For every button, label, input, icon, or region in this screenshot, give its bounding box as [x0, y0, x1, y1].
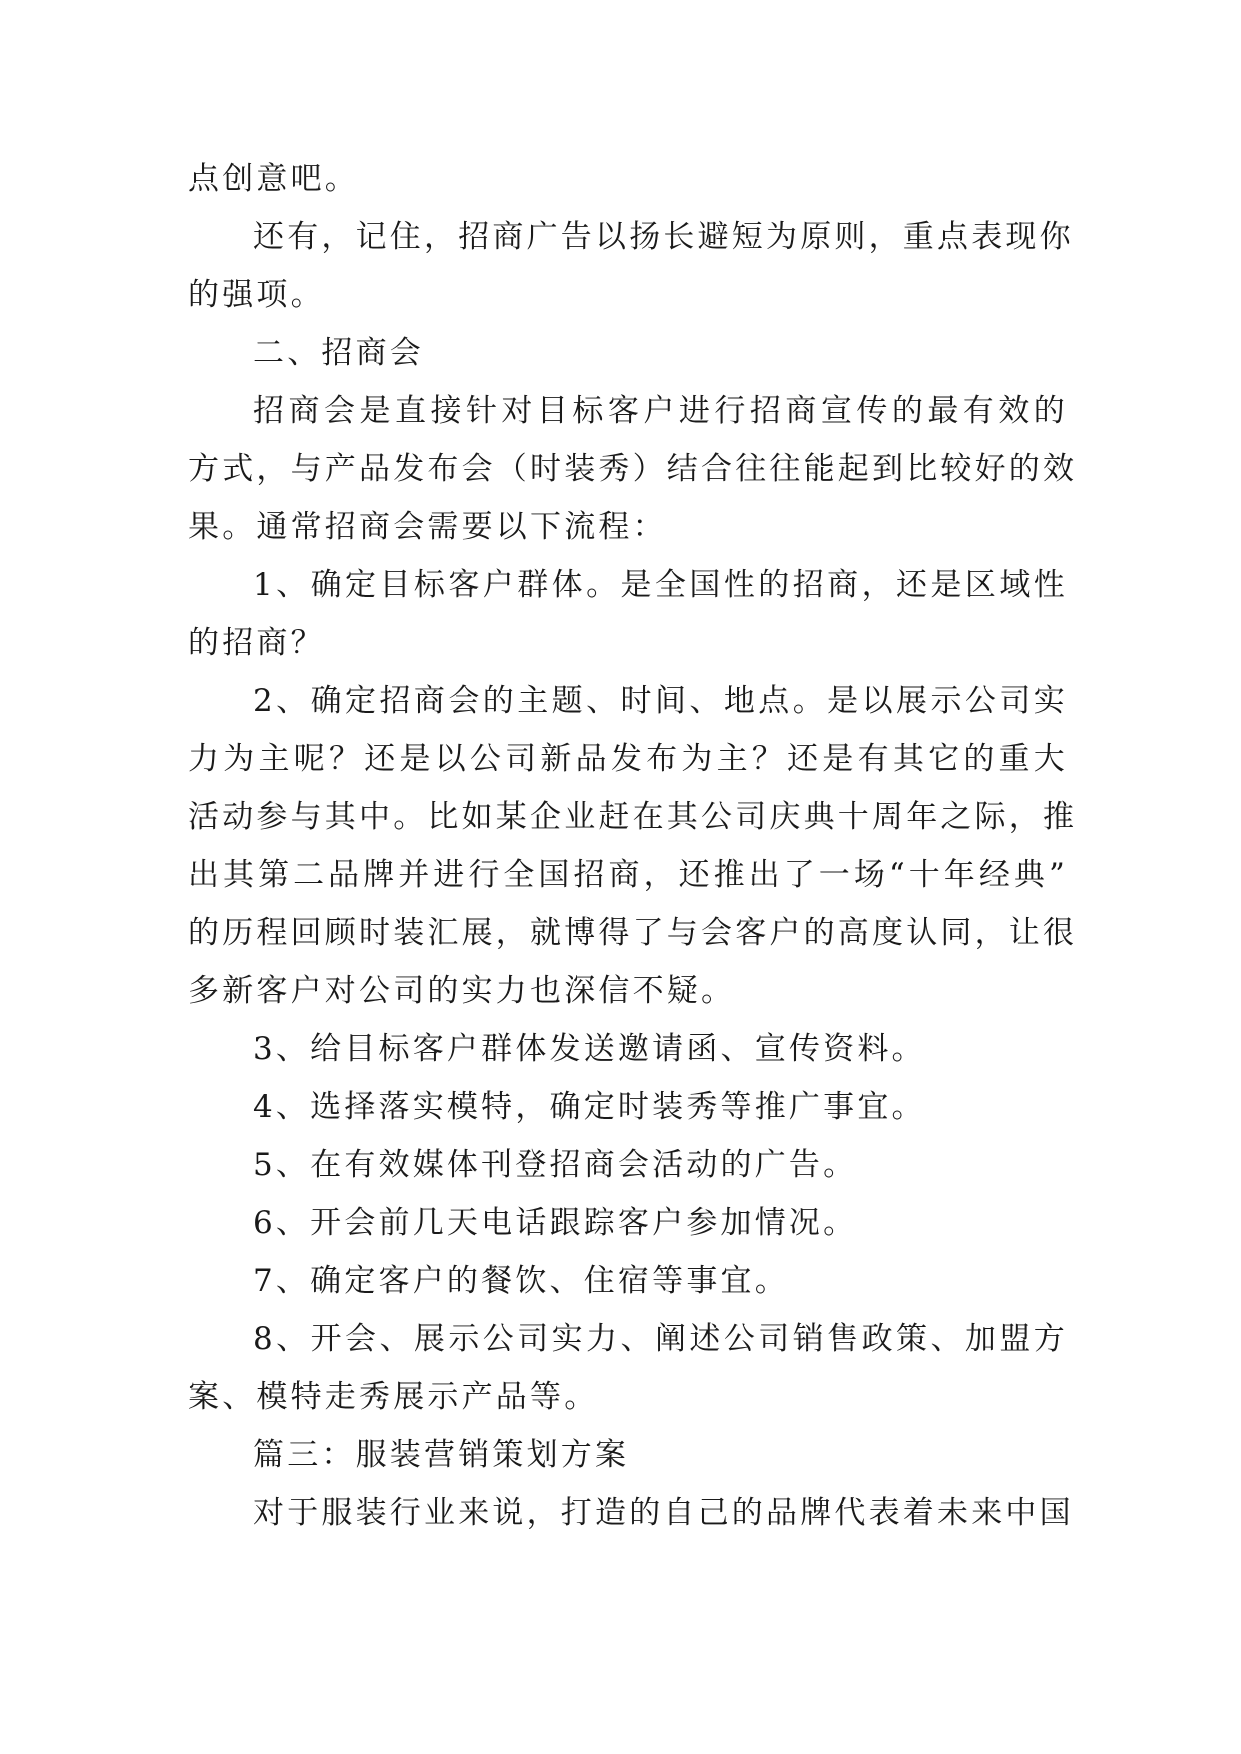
list-item: 5、在有效媒体刊登招商会活动的广告。	[253, 1147, 858, 1183]
text-line: 方式，与产品发布会（时装秀）结合往往能起到比较好的效	[188, 451, 1078, 487]
document-body	[188, 150, 1078, 1542]
list-item: 8、开会、展示公司实力、阐述公司销售政策、加盟方	[253, 1321, 1068, 1357]
list-item: 2、确定招商会的主题、时间、地点。是以展示公司实	[253, 683, 1068, 719]
text-line: 招商会是直接针对目标客户进行招商宣传的最有效的	[253, 393, 1068, 429]
text-line: 力为主呢？还是以公司新品发布为主？还是有其它的重大	[188, 741, 1068, 777]
text-line: 的强项。	[188, 277, 325, 313]
list-item: 1、确定目标客户群体。是全国性的招商，还是区域性	[253, 567, 1068, 603]
section-heading: 二、招商会	[253, 335, 424, 371]
list-item: 7、确定客户的餐饮、住宿等事宜。	[253, 1263, 789, 1299]
text-line: 案、模特走秀展示产品等。	[188, 1379, 599, 1415]
text-line: 的招商？	[188, 625, 325, 661]
list-item: 6、开会前几天电话跟踪客户参加情况。	[253, 1205, 858, 1241]
text-line: 点创意吧。	[188, 161, 359, 197]
list-item: 3、给目标客户群体发送邀请函、宣传资料。	[253, 1031, 926, 1067]
section-heading: 篇三：服装营销策划方案	[253, 1437, 630, 1473]
text-line: 果。通常招商会需要以下流程：	[188, 509, 667, 545]
text-line: 还有，记住，招商广告以扬长避短为原则，重点表现你	[253, 219, 1074, 255]
text-line: 多新客户对公司的实力也深信不疑。	[188, 973, 736, 1009]
text-line: 出其第二品牌并进行全国招商，还推出了一场“十年经典”	[188, 857, 1068, 893]
text-line: 活动参与其中。比如某企业赶在其公司庆典十周年之际，推	[188, 799, 1078, 835]
list-item: 4、选择落实模特，确定时装秀等推广事宜。	[253, 1089, 926, 1125]
text-line: 的历程回顾时装汇展，就博得了与会客户的高度认同，让很	[188, 915, 1078, 951]
text-line: 对于服装行业来说，打造的自己的品牌代表着未来中国	[253, 1495, 1074, 1531]
